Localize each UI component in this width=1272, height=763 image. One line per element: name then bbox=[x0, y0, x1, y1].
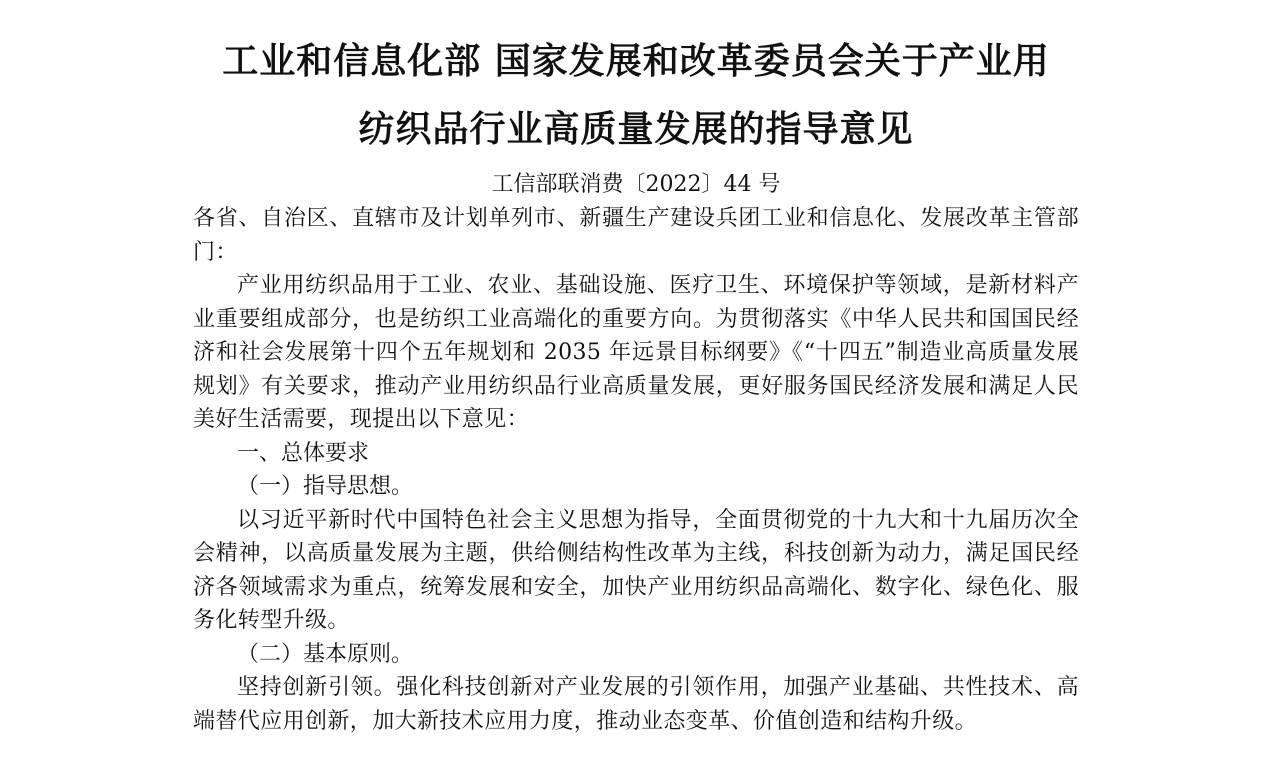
recipients-paragraph: 各省、自治区、直辖市及计划单列市、新疆生产建设兵团工业和信息化、发展改革主管部门： bbox=[193, 206, 1079, 265]
document-page bbox=[193, 28, 1079, 738]
document-title-line-2: 纺织品行业高质量发展的指导意见 bbox=[358, 109, 914, 150]
document-title-line-1: 工业和信息化部 国家发展和改革委员会关于产业用 bbox=[222, 41, 1050, 82]
principle-innovation-paragraph: 坚持创新引领。强化科技创新对产业发展的引领作用，加强产业基础、共性技术、高端替代应用创新，加大新技术应用力度，推动业态变革、价值创造和结构升级。 bbox=[193, 675, 1079, 734]
document-number: 工信部联消费〔2022〕44 号 bbox=[491, 172, 781, 197]
guiding-thought-paragraph: 以习近平新时代中国特色社会主义思想为指导，全面贯彻党的十九大和十九届历次全会精神，以高质量发展为主题，供给侧结构性改革为主线，科技创新为动力，满足国民经济各领域需求为重点，统筹发展和安全，加快产业用纺织品高端化、数字化、绿色化、服务化转型升级。 bbox=[193, 507, 1079, 633]
intro-paragraph: 产业用纺织品用于工业、农业、基础设施、医疗卫生、环境保护等领域，是新材料产业重要组成部分，也是纺织工业高端化的重要方向。为贯彻落实《中华人民共和国国民经济和社会发展第十四个五年规划和 2035 年远景目标纲要》《“十四五”制造业高质量发展规划》有关要求，推动产业用纺织品行业高质量发展，更好服务国民经济发展和满足人民美好生活需要，现提出以下意见： bbox=[193, 273, 1079, 432]
subsection-heading-2: （二）基本原则。 bbox=[237, 641, 414, 667]
subsection-heading-1: （一）指导思想。 bbox=[237, 474, 414, 499]
section-heading-1: 一、总体要求 bbox=[237, 440, 370, 466]
